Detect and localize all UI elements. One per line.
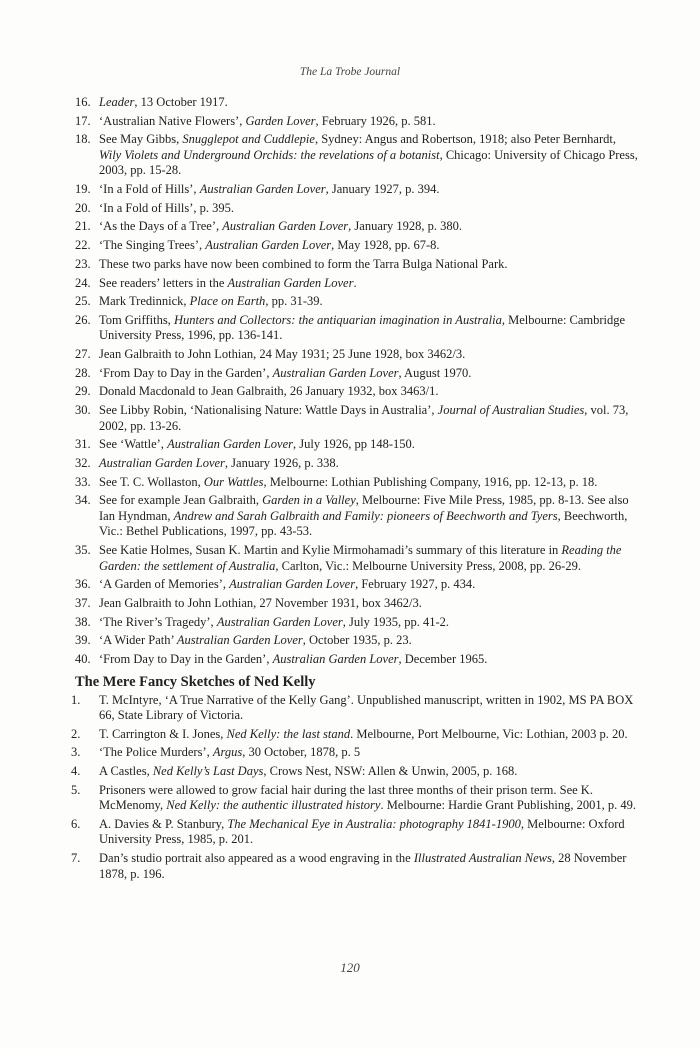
endnote: [60, 437, 640, 453]
endnote-number: 36.: [75, 577, 91, 592]
endnote-text-run: A. Davies & P. Stanbury,: [99, 816, 228, 831]
italic-title: Ned Kelly’s Last Days: [152, 764, 264, 779]
italic-title: Snugglepot and Cuddlepie: [182, 132, 315, 147]
italic-title: Reading the Garden: the settlement of Australia: [99, 543, 622, 573]
italic-title: Australian Garden Lover: [99, 456, 225, 470]
endnote-number: 6.: [71, 816, 81, 831]
italic-title: Australian Garden Lover: [167, 437, 293, 452]
endnote-text: [99, 437, 415, 451]
endnote: [60, 276, 640, 292]
endnote-text-run: See for example Jean Galbraith,: [99, 493, 263, 508]
endnote-text: [99, 366, 471, 380]
endnote-text: [99, 764, 517, 778]
endnote-text-run: ‘In a Fold of Hills’, p. 395.: [99, 200, 235, 215]
endnote-text-run: ‘In a Fold of Hills’,: [99, 182, 200, 197]
endnote-number: 32.: [75, 456, 91, 470]
italic-title: Australian Garden Lover: [229, 577, 356, 592]
endnote-text-run: ‘The Singing Trees’,: [99, 238, 206, 253]
endnote-text: [99, 276, 357, 290]
endnote-text-run: , February 1926, p. 581.: [315, 113, 436, 128]
endnote: [60, 783, 640, 814]
endnote: [60, 257, 640, 273]
endnote-text-run: , Chicago: University of Chicago Press, 2003, pp. 15-28.: [99, 147, 638, 178]
endnote-text-run: , October 1935, p. 23.: [302, 633, 412, 648]
endnote-text-run: , Melbourne: Cambridge University Press, 1996, pp. 136-141.: [99, 312, 626, 343]
endnotes: [60, 95, 640, 885]
endnote: [60, 347, 640, 363]
italic-title: Australian Garden Lover: [199, 182, 326, 197]
endnote-text: [99, 201, 234, 215]
endnote-text-run: , January 1928, p. 380.: [348, 219, 463, 234]
endnote-number: 17.: [75, 113, 91, 128]
italic-title: Australian Garden Lover: [205, 238, 332, 253]
italic-title: Australian Garden Lover: [176, 633, 303, 648]
endnote: [60, 633, 640, 649]
endnote: [60, 817, 640, 848]
endnote-number: 19.: [75, 182, 91, 197]
endnote-text-run: , Sydney: Angus and Robertson, 1918; also Peter Bernhardt,: [314, 132, 616, 147]
endnote-text-run: Tom Griffiths,: [99, 312, 174, 327]
endnote: [60, 851, 640, 882]
italic-title: Australian Garden Lover: [222, 219, 349, 234]
italic-title: Leader: [99, 95, 135, 109]
endnote-number: 34.: [75, 493, 91, 508]
endnote-text-run: , pp. 31-39.: [265, 294, 323, 309]
italic-title: Australian Garden Lover: [216, 614, 343, 629]
endnote-text-run: . Melbourne, Port Melbourne, Vic: Lothian, 2003 p. 20.: [350, 726, 628, 741]
endnote-text: [99, 456, 339, 470]
endnote-text-run: , January 1927, p. 394.: [325, 182, 440, 197]
endnote: [60, 132, 640, 179]
endnote: [60, 615, 640, 631]
endnote-text: [99, 745, 360, 759]
endnote-text: [99, 132, 638, 177]
italic-title: Australian Garden Lover: [227, 275, 354, 290]
endnote-text: [99, 493, 629, 538]
endnote-text-run: ‘From Day to Day in the Garden’,: [99, 365, 273, 380]
endnote-text-run: .: [353, 275, 357, 290]
endnote-number: 35.: [75, 543, 91, 558]
endnote-text-run: , Beechworth, Vic.: Bethel Publications, 1997, pp. 43-53.: [99, 508, 628, 539]
endnote-number: 2.: [71, 726, 81, 741]
italic-title: Hunters and Collectors: the antiquarian imagination in Australia: [173, 312, 502, 327]
endnote: [60, 577, 640, 593]
endnote-number: 23.: [75, 256, 91, 271]
running-head: The La Trobe Journal: [299, 66, 401, 78]
italic-title: Wily Violets and Underground Orchids: the revelations of a botanist: [99, 147, 440, 162]
endnote-text-run: ‘From Day to Day in the Garden’,: [99, 652, 273, 666]
endnote-text: [99, 294, 323, 308]
endnote: [60, 294, 640, 310]
endnote-number: 7.: [71, 851, 81, 866]
endnote-text: [99, 403, 628, 433]
endnote-text: [99, 851, 626, 881]
endnote-text-run: Jean Galbraith to John Lothian, 27 November 1931, box 3462/3.: [99, 595, 422, 610]
endnote: [60, 219, 640, 235]
endnote-text: [99, 313, 625, 343]
endnote: [60, 764, 640, 780]
endnote: [60, 114, 640, 130]
italic-title: Garden in a Valley: [262, 493, 356, 508]
endnote-number: 26.: [75, 312, 91, 327]
endnote-text-run: , Crows Nest, NSW: Allen & Unwin, 2005, p. 168.: [263, 764, 518, 779]
endnote-text-run: , 28 November 1878, p. 196.: [99, 851, 627, 881]
endnote-text: [99, 219, 462, 233]
endnote-text-run: T. McIntyre, ‘A True Narrative of the Kelly Gang’. Unpublished manuscript, written in 1902, MS PA BOX 66, State Library of Victoria.: [99, 692, 634, 722]
endnote-text-run: T. Carrington & I. Jones,: [99, 726, 227, 741]
endnote-text-run: See readers’ letters in the: [99, 275, 228, 290]
endnote: [60, 366, 640, 382]
endnote-text-run: Dan’s studio portrait also appeared as a wood engraving in the: [99, 851, 414, 866]
endnote: [60, 313, 640, 344]
endnote-text-run: , August 1970.: [398, 365, 472, 380]
italic-title: The Mechanical Eye in Australia: photography 1841-1900: [227, 816, 521, 831]
endnote-number: 37.: [75, 595, 91, 610]
endnote-number: 30.: [75, 403, 91, 418]
endnote-number: 25.: [75, 294, 91, 309]
endnote-text-run: , Melbourne: Lothian Publishing Company, 1916, pp. 12-13, p. 18.: [263, 474, 598, 489]
endnote-text: [99, 347, 465, 361]
endnote-number: 24.: [75, 275, 91, 290]
endnote-text: [99, 577, 475, 591]
endnote-number: 4.: [71, 764, 81, 779]
italic-title: Australian Garden Lover: [272, 652, 399, 666]
endnote-number: 5.: [71, 782, 81, 797]
endnote: [60, 596, 640, 612]
endnote-text-run: , 30 October, 1878, p. 5: [242, 745, 361, 760]
endnote-text-run: , Melbourne: Oxford University Press, 1985, p. 201.: [99, 816, 625, 847]
endnote-text-run: Mark Tredinnick,: [99, 294, 190, 309]
section-heading: The Mere Fancy Sketches of Ned Kelly: [75, 673, 316, 690]
endnote-text: [99, 633, 412, 647]
endnote-text-run: See T. C. Wollaston,: [99, 474, 204, 489]
italic-title: Journal of Australian Studies: [437, 403, 585, 418]
endnote-text-run: Donald Macdonald to Jean Galbraith, 26 January 1932, box 3463/1.: [99, 384, 439, 399]
italic-title: Illustrated Australian News: [413, 851, 552, 866]
endnote: [60, 727, 640, 743]
endnote-text: [99, 114, 436, 128]
endnote-text-run: ‘As the Days of a Tree’,: [99, 219, 223, 234]
endnote-text: [99, 783, 636, 813]
endnote: [60, 238, 640, 254]
endnote-text-run: See Libby Robin, ‘Nationalising Nature: Wattle Days in Australia’,: [99, 403, 438, 418]
endnote-number: 21.: [75, 219, 91, 234]
endnote-text-run: ‘Australian Native Flowers’,: [99, 113, 246, 128]
endnote-number: 16.: [75, 95, 91, 109]
endnote-number: 39.: [75, 633, 91, 648]
endnote: [60, 745, 640, 761]
endnote-number: 40.: [75, 652, 91, 666]
endnote-text: [99, 238, 440, 252]
endnote-number: 27.: [75, 347, 91, 362]
endnote-number: 20.: [75, 200, 91, 215]
endnote: [60, 182, 640, 198]
endnote-text-run: , Melbourne: Five Mile Press, 1985, pp. 8-13. See also Ian Hyndman,: [99, 493, 629, 523]
endnote-text: [99, 727, 628, 741]
endnote: [60, 475, 640, 491]
endnote-text-run: , Carlton, Vic.: Melbourne University Press, 2008, pp. 26-29.: [275, 558, 581, 573]
endnote-number: 1.: [71, 692, 81, 707]
italic-title: Our Wattles: [203, 474, 264, 489]
endnote: [60, 456, 640, 472]
endnotes-list-ned-kelly: [60, 693, 640, 883]
endnote-number: 38.: [75, 614, 91, 629]
endnote-text-run: . Melbourne: Hardie Grant Publishing, 2001, p. 49.: [380, 798, 636, 813]
endnote-text: [99, 384, 439, 398]
endnote-number: 29.: [75, 384, 91, 399]
endnote-text: [99, 95, 228, 109]
endnote-text: [99, 693, 633, 723]
endnote-text-run: ‘A Wider Path’: [99, 633, 177, 648]
italic-title: Place on Earth: [189, 294, 266, 309]
endnote-text-run: , May 1928, pp. 67-8.: [331, 238, 440, 253]
endnote-text-run: These two parks have now been combined to form the Tarra Bulga National Park.: [99, 256, 508, 271]
endnote-text: [99, 543, 621, 573]
endnote-number: 28.: [75, 365, 91, 380]
endnote: [60, 384, 640, 400]
endnote-number: 33.: [75, 474, 91, 489]
endnote-text-run: See Katie Holmes, Susan K. Martin and Kylie Mirmohamadi’s summary of this literature in: [99, 543, 562, 558]
endnote: [60, 201, 640, 217]
italic-title: Garden Lover: [245, 113, 316, 128]
endnote-text-run: See ‘Wattle’,: [99, 437, 168, 452]
page-number: 120: [340, 960, 360, 975]
endnote: [60, 693, 640, 724]
endnote: [60, 652, 640, 668]
endnote-text-run: A Castles,: [99, 764, 153, 779]
endnote-number: 3.: [71, 745, 81, 760]
endnote-number: 18.: [75, 132, 91, 147]
endnote-text-run: Prisoners were allowed to grow facial hair during the last three months of their prison term. See K. McMenomy,: [99, 782, 593, 813]
endnote-text: [99, 182, 439, 196]
endnote-text: [99, 652, 487, 666]
endnote-text-run: , February 1927, p. 434.: [355, 577, 476, 592]
endnote-text: [99, 257, 508, 271]
endnote-number: 31.: [75, 437, 91, 452]
endnote-text-run: Jean Galbraith to John Lothian, 24 May 1931; 25 June 1928, box 3462/3.: [99, 347, 466, 362]
italic-title: Andrew and Sarah Galbraith and Family: pioneers of Beechworth and Tyers: [173, 508, 558, 523]
endnote: [60, 543, 640, 574]
endnote-text-run: , July 1935, pp. 41-2.: [342, 614, 449, 629]
endnote: [60, 95, 640, 111]
endnote-text-run: ‘The Police Murders’,: [99, 745, 213, 760]
endnotes-list-continued: [60, 95, 640, 668]
endnote-number: 22.: [75, 238, 91, 253]
endnote-text-run: ‘A Garden of Memories’,: [99, 577, 230, 592]
endnote-text-run: , July 1926, pp 148-150.: [292, 437, 415, 452]
endnote-text: [99, 615, 449, 629]
endnote-text-run: , 13 October 1917.: [134, 95, 228, 109]
italic-title: Ned Kelly: the authentic illustrated history: [166, 798, 381, 813]
endnote-text-run: ‘The River’s Tragedy’,: [99, 614, 217, 629]
endnote-text-run: , January 1926, p. 338.: [224, 456, 339, 470]
endnote-text: [99, 596, 422, 610]
endnote: [60, 403, 640, 434]
endnote-text: [99, 475, 597, 489]
endnote: [60, 493, 640, 540]
endnote-text: [99, 817, 625, 847]
endnote-text-run: See May Gibbs,: [99, 132, 183, 147]
endnote-text-run: , December 1965.: [398, 652, 488, 666]
italic-title: Ned Kelly: the last stand: [226, 726, 351, 741]
italic-title: Australian Garden Lover: [272, 365, 399, 380]
italic-title: Argus: [212, 745, 243, 760]
endnote-text-run: , vol. 73, 2002, pp. 13-26.: [99, 403, 629, 433]
